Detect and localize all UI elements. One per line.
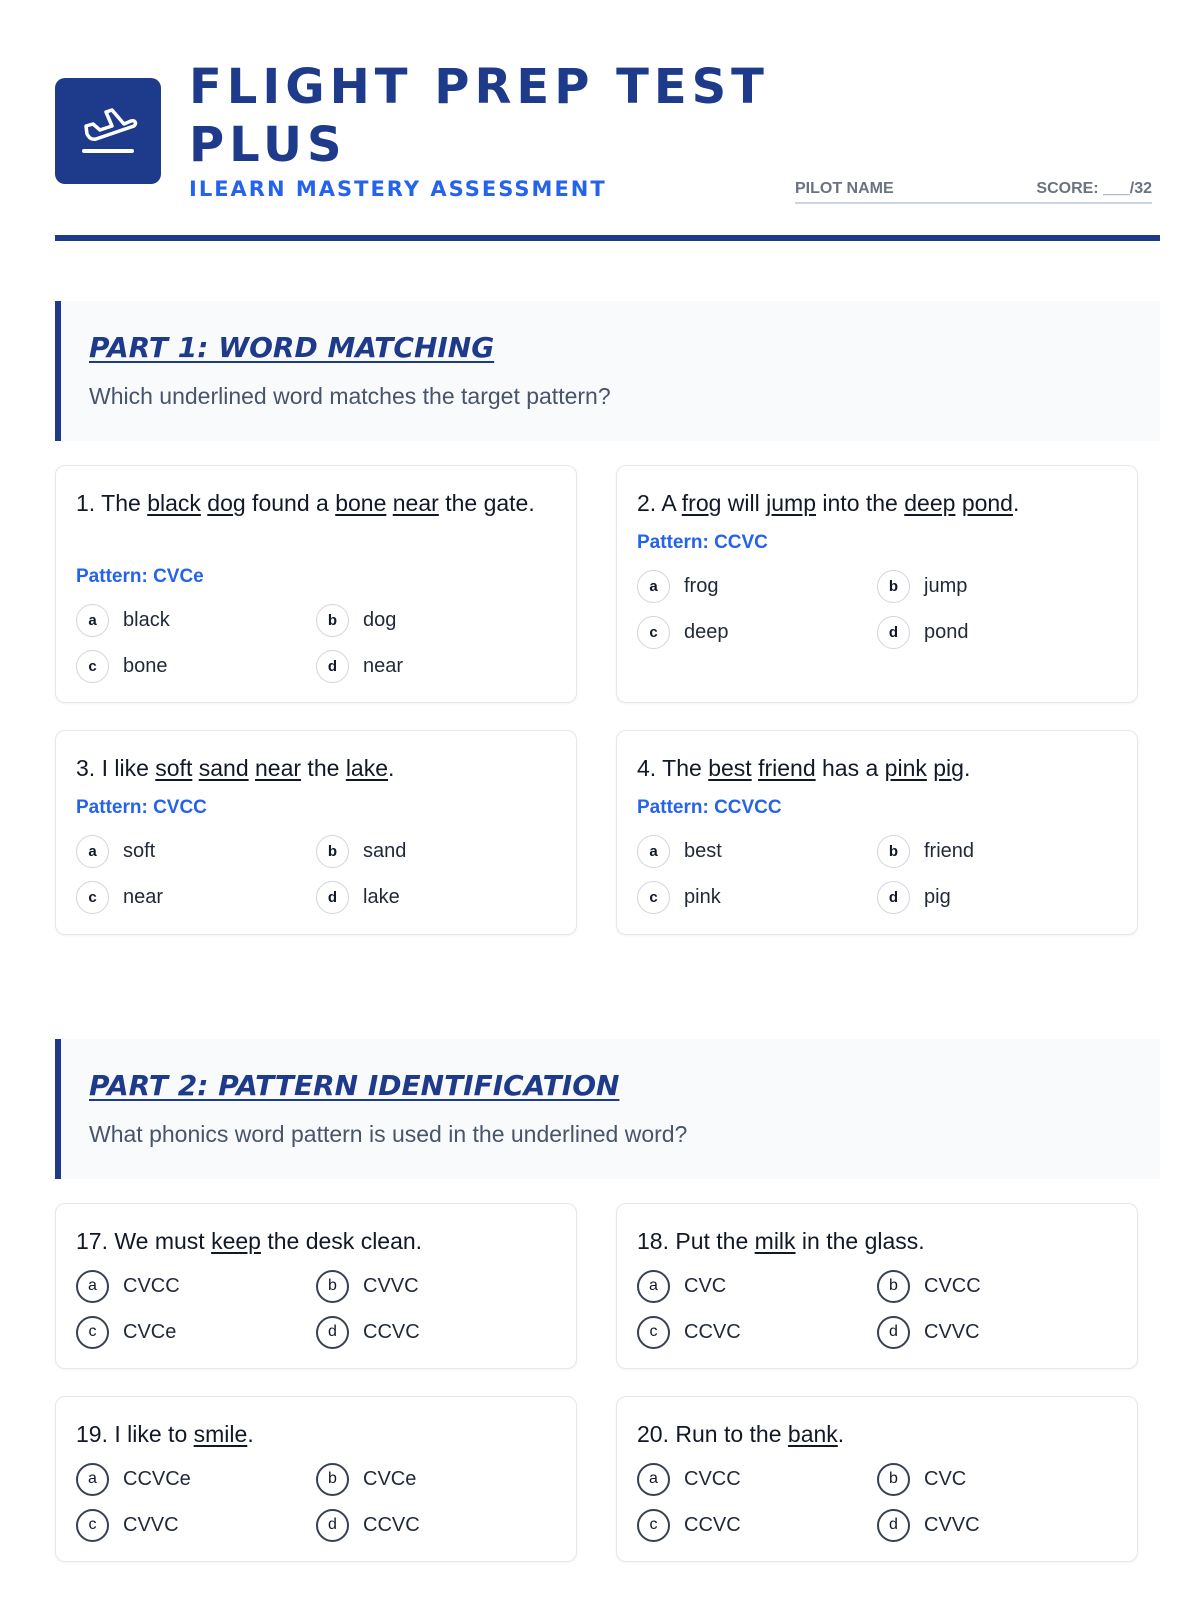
answer-option-b[interactable]	[316, 602, 396, 638]
option-letter-badge: c	[76, 881, 109, 914]
option-letter-badge: b	[877, 570, 910, 603]
underlined-word: sand	[198, 755, 249, 781]
page-subtitle: ILEARN MASTERY ASSESSMENT	[189, 177, 607, 201]
option-letter-badge: b	[877, 835, 910, 868]
option-label: deep	[684, 621, 729, 643]
option-letter-badge: c	[637, 881, 670, 914]
answer-option-a[interactable]	[76, 1461, 191, 1497]
question-number: 1.	[76, 490, 96, 516]
option-label: CCVCe	[123, 1468, 191, 1490]
question-number: 3.	[76, 755, 96, 781]
question-text-segment: the	[301, 755, 346, 781]
answer-option-a[interactable]	[76, 833, 155, 869]
option-letter-badge: b	[316, 604, 349, 637]
answer-option-a[interactable]	[637, 568, 718, 604]
option-label: best	[684, 840, 722, 862]
option-letter-badge: a	[637, 570, 670, 603]
option-letter-badge: b	[316, 1270, 349, 1303]
question-text-segment: into the	[816, 490, 905, 516]
underlined-word: deep	[904, 490, 956, 516]
option-label: jump	[924, 575, 968, 597]
question-text	[76, 486, 558, 520]
answer-option-b[interactable]	[316, 833, 406, 869]
question-card	[616, 1396, 1138, 1562]
option-label: sand	[363, 840, 407, 862]
option-label: CVC	[924, 1468, 967, 1490]
option-letter-badge: b	[877, 1270, 910, 1303]
underlined-word: lake	[345, 755, 389, 781]
option-letter-badge: d	[316, 1316, 349, 1349]
question-number: 2.	[637, 490, 657, 516]
question-text	[76, 1224, 558, 1258]
answer-option-b[interactable]	[316, 1461, 416, 1497]
option-label: CVCC	[123, 1275, 180, 1297]
part-instruction: Which underlined word matches the target pattern?	[89, 383, 611, 409]
question-text-segment: I like to	[114, 1421, 194, 1447]
option-letter-badge: a	[76, 835, 109, 868]
question-number: 18.	[637, 1228, 669, 1254]
option-label: pig	[924, 886, 951, 908]
target-pattern: Pattern: CCVCC	[637, 797, 782, 818]
option-letter-badge: a	[76, 604, 109, 637]
target-pattern: Pattern: CCVC	[637, 532, 768, 553]
answer-option-c[interactable]	[76, 648, 168, 684]
option-label: near	[123, 886, 164, 908]
option-label: CVCC	[924, 1275, 981, 1297]
underlined-word: bone	[335, 490, 387, 516]
underlined-word: dog	[207, 490, 246, 516]
question-number: 19.	[76, 1421, 108, 1447]
underlined-word: near	[392, 490, 439, 516]
answer-option-a[interactable]	[637, 1268, 726, 1304]
question-text	[637, 486, 1119, 520]
question-card	[616, 465, 1138, 703]
pilot-name-label: PILOT NAME	[795, 180, 894, 197]
question-card	[616, 730, 1138, 935]
option-label: dog	[363, 609, 397, 631]
answer-option-a[interactable]	[76, 1268, 180, 1304]
underlined-word: smile	[193, 1421, 248, 1447]
question-text-segment: A	[661, 490, 682, 516]
question-card	[55, 465, 577, 703]
underlined-word: keep	[211, 1228, 261, 1254]
option-label: CCVC	[684, 1514, 741, 1536]
underlined-word: friend	[758, 755, 816, 781]
option-letter-badge: a	[76, 1463, 109, 1496]
underlined-word: soft	[155, 755, 193, 781]
option-letter-badge: a	[637, 1463, 670, 1496]
answer-option-a[interactable]	[76, 602, 170, 638]
question-text-segment: .	[388, 755, 395, 781]
underlined-word: pig	[933, 755, 964, 781]
part-1-banner	[55, 301, 1160, 441]
option-label: CVCe	[363, 1468, 417, 1490]
question-text-segment: .	[837, 1421, 845, 1447]
option-letter-badge: b	[877, 1463, 910, 1496]
underlined-word: pink	[884, 755, 927, 781]
question-card	[55, 730, 577, 935]
answer-option-d[interactable]	[316, 648, 403, 684]
option-label: CCVC	[363, 1321, 420, 1343]
question-text-segment: the gate.	[438, 490, 535, 516]
option-letter-badge: a	[76, 1270, 109, 1303]
answer-option-c[interactable]	[76, 1507, 179, 1543]
question-text	[637, 1224, 1119, 1258]
question-text-segment: found a	[245, 490, 336, 516]
question-text-segment: .	[247, 1421, 254, 1447]
score-label: SCORE: ___/32	[1036, 180, 1152, 197]
question-text-segment: has a	[815, 755, 885, 781]
page-title: FLIGHT PREP TEST PLUS	[189, 59, 769, 173]
option-letter-badge: a	[637, 1270, 670, 1303]
underlined-word: near	[255, 755, 302, 781]
question-text-segment: .	[1012, 490, 1020, 516]
option-label: CVCC	[684, 1468, 741, 1490]
part-instruction: What phonics word pattern is used in the underlined word?	[89, 1121, 688, 1147]
question-text-segment: will	[721, 490, 767, 516]
answer-option-b[interactable]	[877, 568, 967, 604]
part-title: PART 1: WORD MATCHING	[89, 331, 495, 364]
answer-option-d[interactable]	[877, 1314, 980, 1350]
pilot-score-line[interactable]	[795, 180, 1152, 204]
option-label: CCVC	[684, 1321, 741, 1343]
option-label: CVCe	[123, 1321, 177, 1343]
option-letter-badge: d	[877, 881, 910, 914]
answer-option-c[interactable]	[76, 879, 163, 915]
option-letter-badge: c	[637, 1509, 670, 1542]
question-text-segment: the desk clean.	[260, 1228, 423, 1254]
target-pattern: Pattern: CVCe	[76, 566, 204, 587]
question-card	[55, 1396, 577, 1562]
option-label: friend	[924, 840, 975, 862]
answer-option-d[interactable]	[316, 879, 400, 915]
option-letter-badge: c	[76, 1509, 109, 1542]
option-letter-badge: d	[316, 881, 349, 914]
option-label: CVVC	[363, 1275, 419, 1297]
part-2-banner	[55, 1039, 1160, 1179]
option-letter-badge: d	[316, 1509, 349, 1542]
airplane-departure-icon	[76, 99, 140, 163]
underlined-word: black	[147, 490, 201, 516]
option-label: pond	[924, 621, 969, 643]
answer-option-c[interactable]	[637, 879, 721, 915]
answer-option-d[interactable]	[877, 879, 951, 915]
question-text	[637, 751, 1119, 785]
answer-option-c[interactable]	[76, 1314, 176, 1350]
answer-option-d[interactable]	[877, 614, 969, 650]
option-letter-badge: c	[76, 650, 109, 683]
option-label: CVVC	[123, 1514, 179, 1536]
question-number: 20.	[637, 1421, 669, 1447]
question-text	[637, 1417, 1119, 1451]
option-label: CCVC	[363, 1514, 420, 1536]
question-text-segment: in the glass.	[795, 1228, 925, 1254]
option-letter-badge: b	[316, 835, 349, 868]
option-letter-badge: c	[76, 1316, 109, 1349]
option-label: bone	[123, 655, 168, 677]
question-text-segment: Put the	[675, 1228, 755, 1254]
answer-option-b[interactable]	[877, 1461, 966, 1497]
option-label: CVC	[684, 1275, 727, 1297]
option-label: black	[123, 609, 170, 631]
option-label: lake	[363, 886, 400, 908]
answer-option-c[interactable]	[637, 1507, 741, 1543]
answer-option-b[interactable]	[877, 1268, 981, 1304]
question-card	[55, 1203, 577, 1369]
question-number: 4.	[637, 755, 657, 781]
option-letter-badge: b	[316, 1463, 349, 1496]
option-letter-badge: d	[316, 650, 349, 683]
header-divider	[55, 235, 1160, 241]
option-label: CVVC	[924, 1514, 980, 1536]
logo	[55, 78, 161, 184]
answer-option-c[interactable]	[637, 614, 729, 650]
answer-option-b[interactable]	[877, 833, 974, 869]
target-pattern: Pattern: CVCC	[76, 797, 207, 818]
question-text-segment: Run to the	[675, 1421, 788, 1447]
underlined-word: milk	[754, 1228, 796, 1254]
answer-option-d[interactable]	[877, 1507, 980, 1543]
question-text	[76, 1417, 558, 1451]
option-letter-badge: c	[637, 1316, 670, 1349]
answer-option-a[interactable]	[637, 833, 722, 869]
question-text-segment: We must	[114, 1228, 212, 1254]
option-label: frog	[684, 575, 719, 597]
option-letter-badge: d	[877, 1509, 910, 1542]
option-label: CVVC	[924, 1321, 980, 1343]
question-text	[76, 751, 558, 785]
answer-option-a[interactable]	[637, 1461, 741, 1497]
option-letter-badge: a	[637, 835, 670, 868]
question-text-segment: The	[662, 755, 709, 781]
option-letter-badge: d	[877, 616, 910, 649]
worksheet-header	[55, 40, 1160, 245]
option-letter-badge: c	[637, 616, 670, 649]
question-number: 17.	[76, 1228, 108, 1254]
option-letter-badge: d	[877, 1316, 910, 1349]
option-label: soft	[123, 840, 156, 862]
underlined-word: bank	[787, 1421, 838, 1447]
question-text-segment: The	[101, 490, 148, 516]
underlined-word: frog	[681, 490, 722, 516]
part-title: PART 2: PATTERN IDENTIFICATION	[89, 1069, 620, 1102]
answer-option-d[interactable]	[316, 1314, 420, 1350]
question-text-segment: I like	[101, 755, 156, 781]
answer-option-c[interactable]	[637, 1314, 741, 1350]
option-label: near	[363, 655, 404, 677]
underlined-word: pond	[961, 490, 1013, 516]
underlined-word: jump	[766, 490, 817, 516]
underlined-word: best	[708, 755, 752, 781]
question-text-segment: .	[963, 755, 971, 781]
question-card	[616, 1203, 1138, 1369]
answer-option-b[interactable]	[316, 1268, 419, 1304]
option-label: pink	[684, 886, 721, 908]
answer-option-d[interactable]	[316, 1507, 420, 1543]
